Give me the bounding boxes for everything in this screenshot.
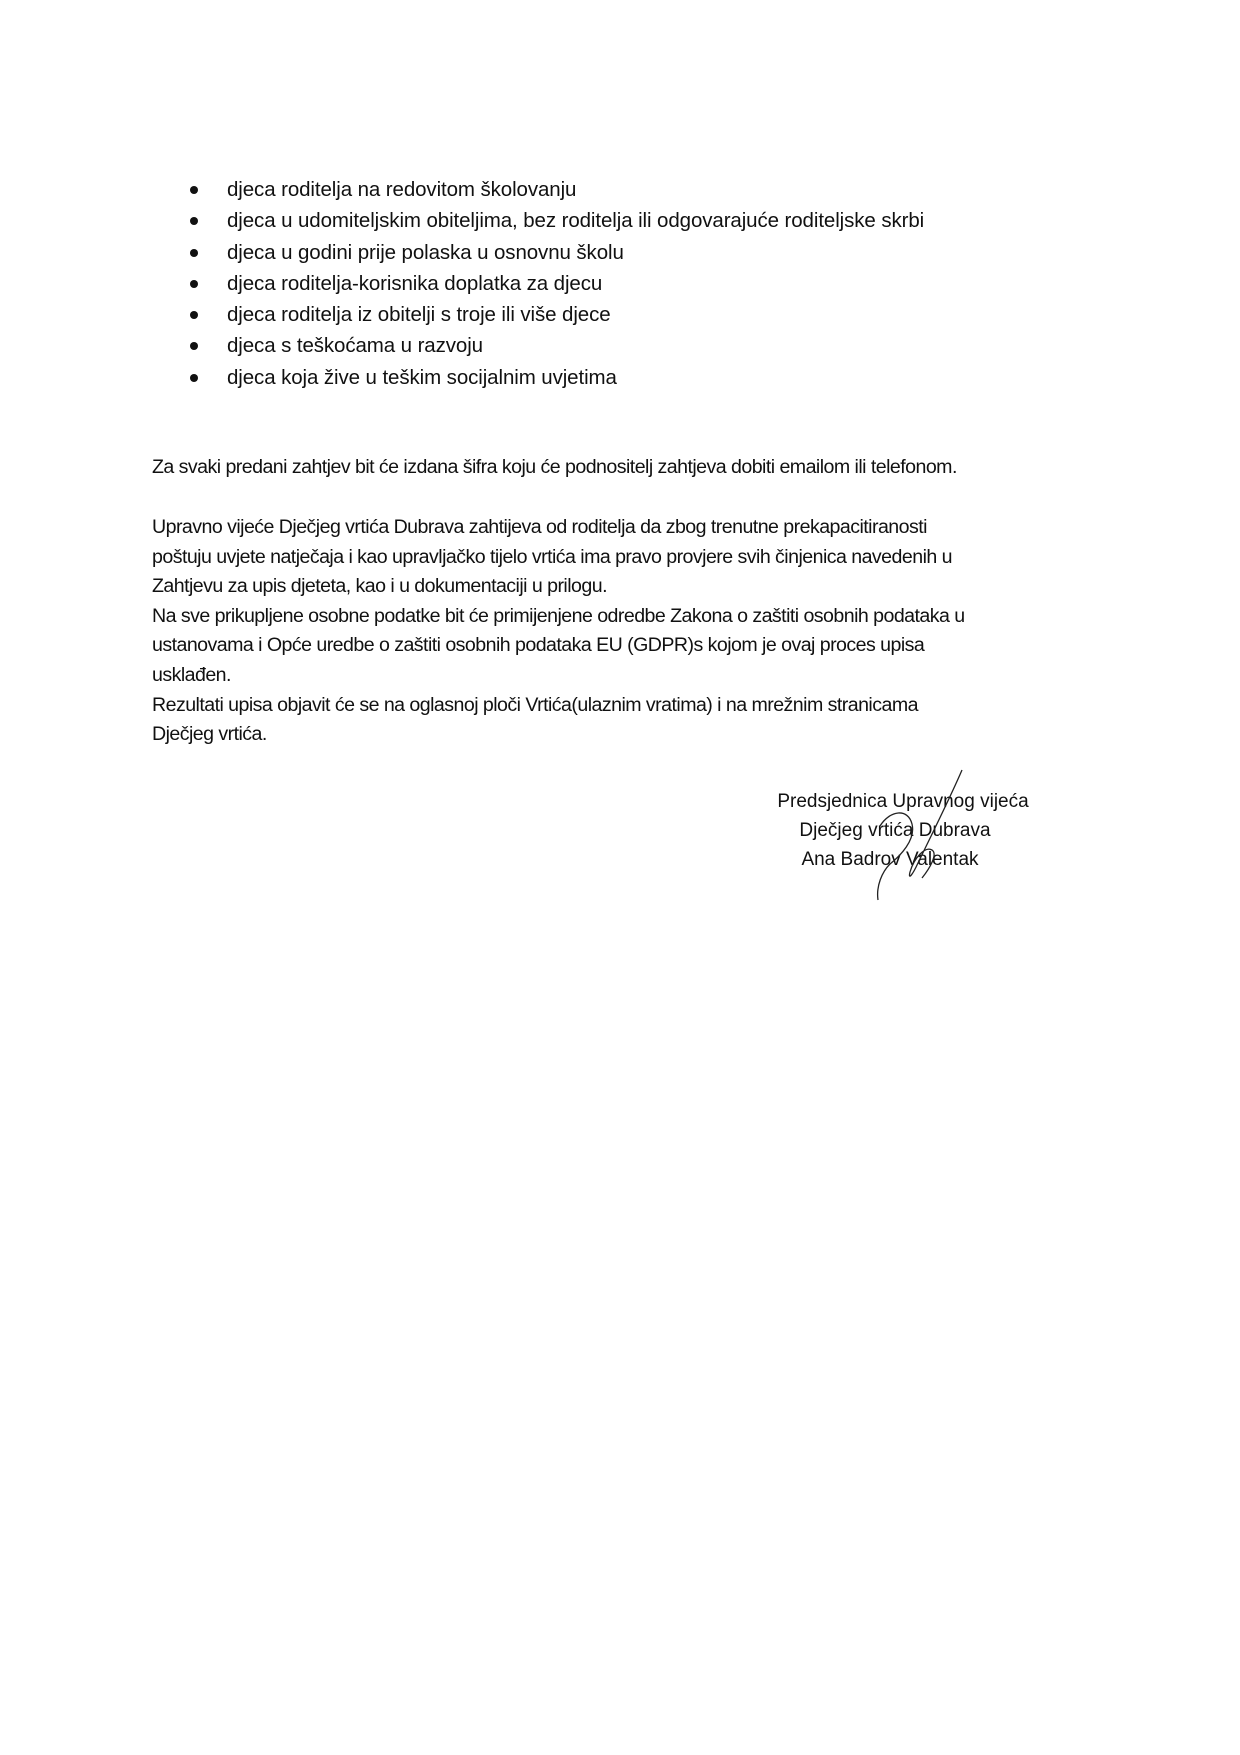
list-item-text: djeca roditelja iz obitelji s troje ili više djece	[227, 303, 611, 327]
list-item-text: djeca roditelja-korisnika doplatka za djecu	[227, 271, 603, 295]
list-item	[190, 237, 924, 268]
list-item	[190, 205, 924, 236]
list-item	[190, 299, 924, 330]
list-item-text: djeca u udomiteljskim obiteljima, bez roditelja ili odgovarajuće roditeljske skrbi	[227, 209, 925, 233]
paragraph-line: Rezultati upisa objavit će se na oglasnoj ploči Vrtića(ulaznim vratima) i na mrežnim stranicama	[152, 693, 918, 716]
bullet-icon	[190, 249, 198, 257]
bullet-icon	[190, 186, 198, 194]
paragraph-line: poštuju uvjete natječaja i kao upravljačko tijelo vrtića ima pravo provjere svih činjenica navedenih u	[152, 545, 952, 568]
paragraph-line: Zahtjevu za upis djeteta, kao i u dokumentaciji u prilogu.	[152, 575, 607, 598]
code-notice-paragraph: Za svaki predani zahtjev bit će izdana šifra koju će podnositelj zahtjeva dobiti emailom ili telefonom.	[152, 456, 957, 478]
signatory-organization: Dječjeg vrtića Dubrava	[799, 820, 991, 841]
list-item	[190, 174, 924, 205]
list-item-text: djeca koja žive u teškim socijalnim uvjetima	[227, 365, 617, 389]
enrollment-criteria-list	[190, 174, 924, 393]
bullet-icon	[190, 217, 198, 225]
paragraph-line: ustanovama i Opće uredbe o zaštiti osobnih podataka EU (GDPR)s kojom je ovaj proces upisa	[152, 634, 925, 657]
list-item	[190, 268, 924, 299]
paragraph-line: usklađen.	[152, 663, 231, 686]
bullet-icon	[190, 374, 198, 382]
list-item-text: djeca s teškoćama u razvoju	[227, 334, 483, 358]
list-item	[190, 362, 924, 393]
bullet-icon	[190, 280, 198, 288]
council-notice-paragraph	[152, 513, 965, 750]
list-item-text: djeca roditelja na redovitom školovanju	[227, 178, 577, 201]
signatory-title: Predsjednica Upravnog vijeća	[777, 791, 1029, 812]
paragraph-line: Na sve prikupljene osobne podatke bit će primijenjene odredbe Zakona o zaštiti osobnih podataka u	[152, 604, 965, 627]
bullet-icon	[190, 311, 198, 319]
list-item	[190, 330, 924, 361]
list-item-text: djeca u godini prije polaska u osnovnu školu	[227, 240, 624, 264]
signature-block	[740, 787, 1050, 874]
bullet-icon	[190, 342, 198, 350]
paragraph-line: Upravno vijeće Dječjeg vrtića Dubrava zahtijeva od roditelja da zbog trenutne prekapacitiranosti	[152, 516, 927, 538]
signatory-name: Ana Badrov Valentak	[801, 849, 979, 870]
paragraph-line: Dječjeg vrtića.	[152, 723, 267, 746]
